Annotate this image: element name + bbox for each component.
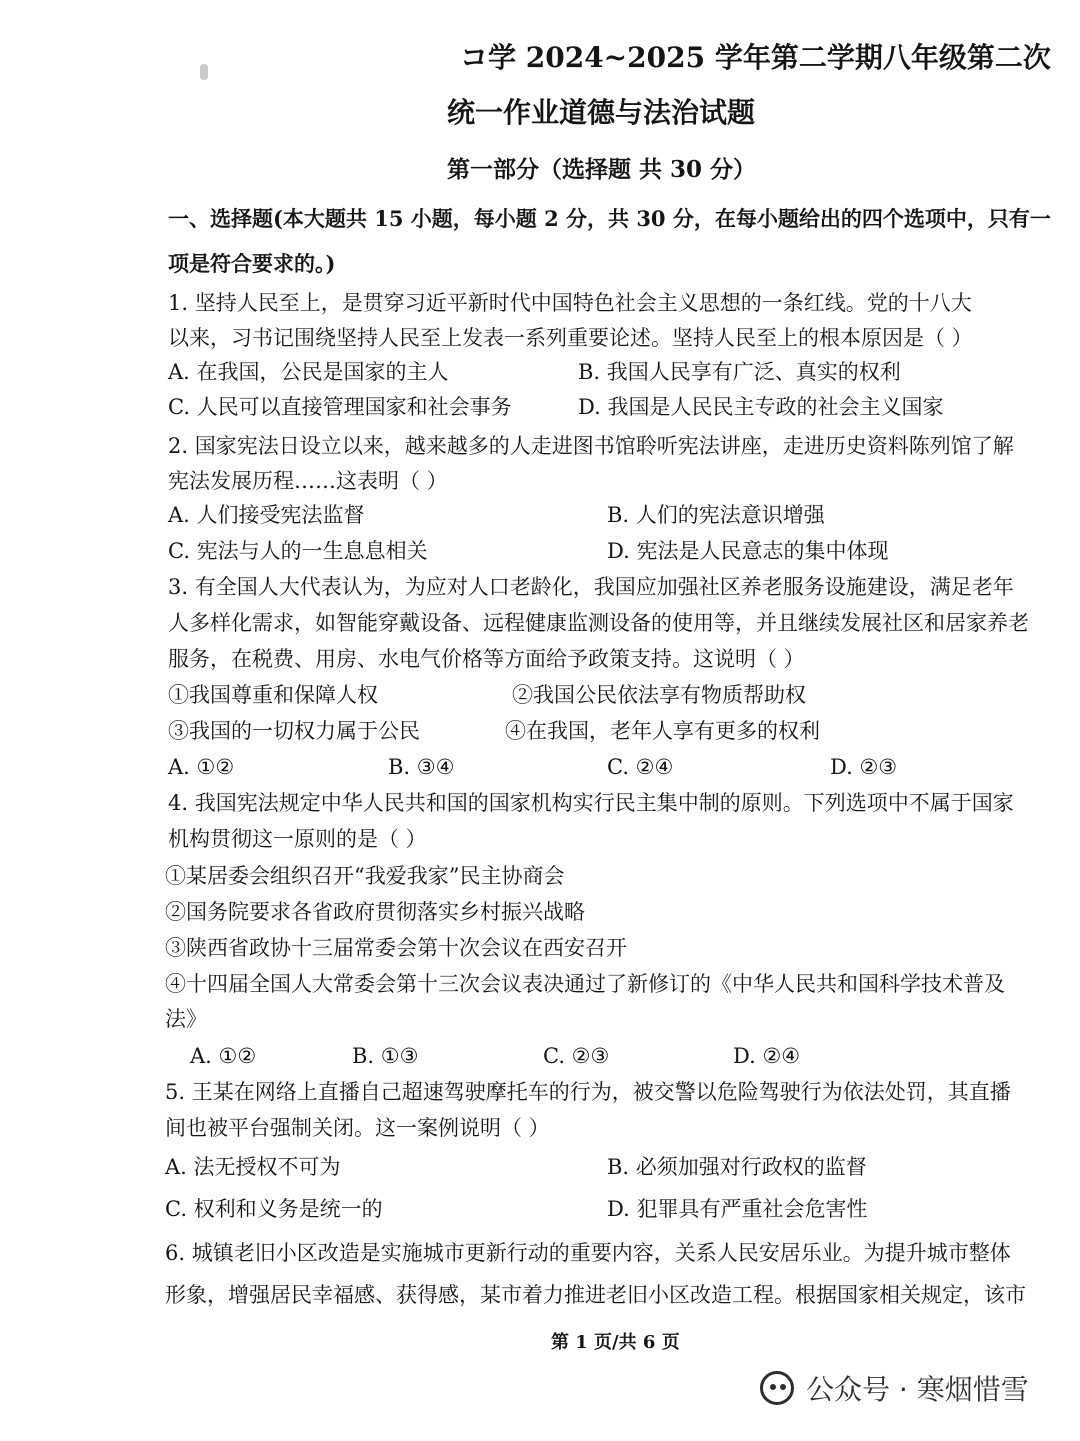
question-stem-line: 4. 我国宪法规定中华人民共和国的国家机构实行民主集中制的原则。下列选项中不属于国家 [168, 791, 1014, 815]
statement-1: ①我国尊重和保障人权 [168, 683, 378, 707]
watermark-text: 公众号 · 寒烟惜雪 [806, 1373, 1029, 1406]
question-stem-line: 服务，在税费、用房、水电气价格等方面给予政策支持。这说明（ ） [168, 647, 805, 671]
option-a: A. 在我国，公民是国家的主人 [168, 360, 449, 384]
question-stem-line: 机构贯彻这一原则的是（ ） [168, 827, 427, 851]
option-d: D. 犯罪具有严重社会危害性 [607, 1197, 868, 1221]
option-c: C. ②④ [607, 755, 674, 779]
option-c: C. 人民可以直接管理国家和社会事务 [168, 395, 512, 419]
part-title: 第一部分（选择题 共 30 分） [447, 156, 757, 183]
question-stem-line: 宪法发展历程……这表明（ ） [168, 469, 448, 493]
option-b: B. 我国人民享有广泛、真实的权利 [578, 360, 901, 384]
statement-2: ②国务院要求各省政府贯彻落实乡村振兴战略 [165, 900, 585, 924]
question-stem-line: 3. 有全国人大代表认为，为应对人口老龄化，我国应加强社区养老服务设施建设，满足老年 [168, 575, 1014, 599]
option-d: D. ②④ [733, 1044, 801, 1068]
question-stem-line: 间也被平台强制关闭。这一案例说明（ ） [165, 1116, 550, 1140]
instruction-line2: 项是符合要求的。) [168, 251, 336, 276]
option-a: A. ①② [190, 1044, 257, 1068]
statement-4: ④十四届全国人大常委会第十三次会议表决通过了新修订的《中华人民共和国科学技术普及 [165, 972, 1005, 996]
exam-title-line1: コ学 2024~2025 学年第二学期八年级第二次 [460, 41, 1051, 74]
option-c: C. 权利和义务是统一的 [165, 1197, 383, 1221]
statement-4-continued: 法》 [165, 1007, 207, 1031]
statement-3: ③我国的一切权力属于公民 [168, 719, 420, 743]
statement-1: ①某居委会组织召开“我爱我家”民主协商会 [165, 864, 565, 888]
option-c: C. ②③ [543, 1044, 610, 1068]
question-stem-line: 以来，习书记围绕坚持人民至上发表一系列重要论述。坚持人民至上的根本原因是（ ） [168, 326, 973, 350]
question-stem-line: 形象，增强居民幸福感、获得感，某市着力推进老旧小区改造工程。根据国家相关规定，该市 [165, 1283, 1026, 1307]
statement-3: ③陕西省政协十三届常委会第十次会议在西安召开 [165, 936, 627, 960]
statement-2: ②我国公民依法享有物质帮助权 [512, 683, 806, 707]
option-c: C. 宪法与人的一生息息相关 [168, 539, 428, 563]
watermark [760, 1368, 1029, 1408]
option-b: B. 必须加强对行政权的监督 [607, 1155, 867, 1179]
question-stem-line: 5. 王某在网络上直播自己超速驾驶摩托车的行为，被交警以危险驾驶行为依法处罚，其直播 [165, 1080, 1011, 1104]
option-b: B. 人们的宪法意识增强 [607, 503, 825, 527]
scan-smudge [200, 64, 208, 80]
question-stem-line: 6. 城镇老旧小区改造是实施城市更新行动的重要内容，关系人民安居乐业。为提升城市整体 [165, 1241, 1011, 1265]
option-b: B. ③④ [388, 755, 455, 779]
option-a: A. 人们接受宪法监督 [168, 503, 365, 527]
option-d: D. 宪法是人民意志的集中体现 [607, 539, 889, 563]
option-b: B. ①③ [352, 1044, 419, 1068]
question-stem-line: 2. 国家宪法日设立以来，越来越多的人走进图书馆聆听宪法讲座，走进历史资料陈列馆了解 [168, 434, 1014, 458]
exam-title-line2: 统一作业道德与法治试题 [447, 96, 756, 129]
instruction-line1: 一、选择题(本大题共 15 小题，每小题 2 分，共 30 分，在每小题给出的四个选项中，只有一 [168, 206, 1051, 231]
page-number: 第 1 页/共 6 页 [551, 1332, 680, 1353]
statement-4: ④在我国，老年人享有更多的权利 [505, 719, 820, 743]
question-stem-line: 1. 坚持人民至上，是贯穿习近平新时代中国特色社会主义思想的一条红线。党的十八大 [168, 291, 972, 315]
option-d: D. 我国是人民民主专政的社会主义国家 [578, 395, 944, 419]
option-d: D. ②③ [830, 755, 898, 779]
option-a: A. ①② [168, 755, 235, 779]
question-stem-line: 人多样化需求，如智能穿戴设备、远程健康监测设备的使用等，并且继续发展社区和居家养老 [168, 611, 1029, 635]
option-a: A. 法无授权不可为 [165, 1155, 341, 1179]
wechat-icon [760, 1371, 794, 1405]
